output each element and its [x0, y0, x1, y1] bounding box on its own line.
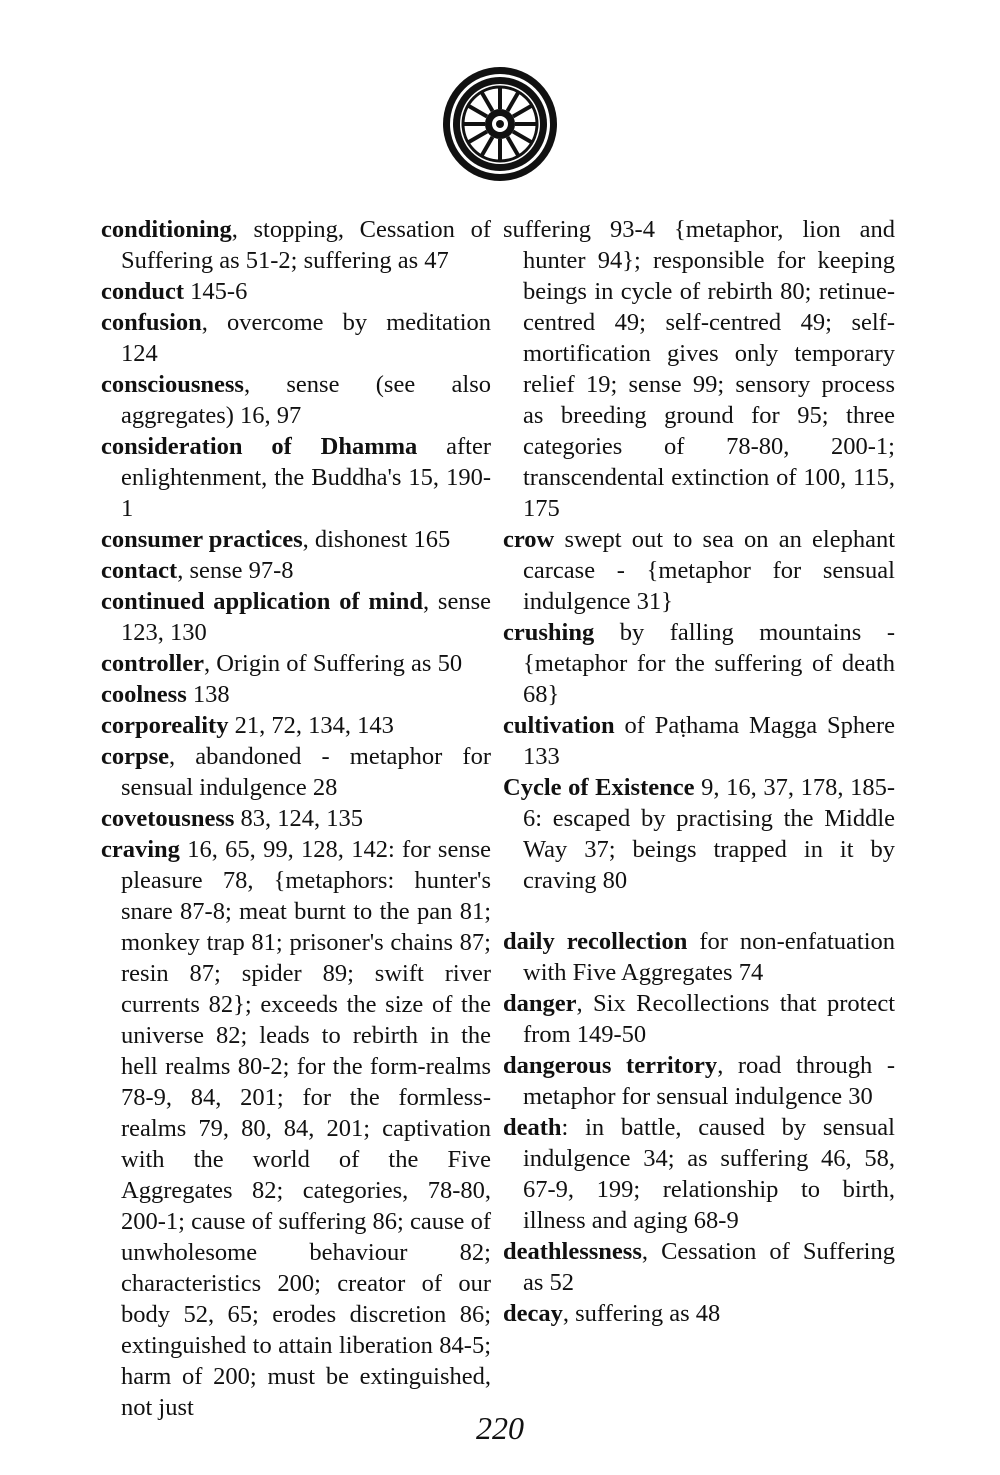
index-entry	[503, 772, 895, 896]
index-entry	[101, 741, 491, 803]
index-locators: , road through - metaphor for sensual indulgence 30	[523, 1052, 895, 1110]
index-locators: , dishonest 165	[302, 526, 451, 553]
index-entry	[101, 307, 491, 369]
index-locators: swept out to sea on an elephant carcase - {metaphor for sensual indulgence 31}	[523, 526, 895, 615]
index-term: confusion	[101, 309, 202, 336]
index-term: danger	[503, 990, 577, 1017]
index-entry	[101, 803, 491, 834]
index-locators: , suffering as 48	[562, 1300, 721, 1327]
index-entry	[503, 1050, 895, 1112]
index-locators: , Six Recollections that protect from 149-50	[523, 990, 895, 1048]
index-term: continued application of mind	[101, 588, 423, 615]
index-locators: , abandoned - metaphor for sensual indulgence 28	[121, 743, 491, 801]
index-locators: , Origin of Suffering as 50	[203, 650, 463, 677]
page-number: 220	[476, 1410, 524, 1446]
index-locators: after enlightenment, the Buddha's 15, 190-1	[121, 433, 491, 522]
index-term: craving	[101, 836, 180, 863]
index-term: consumer practices	[101, 526, 303, 553]
index-term: consideration of Dhamma	[101, 433, 418, 460]
dharma-wheel-icon	[440, 64, 560, 184]
index-term: Cycle of Existence	[503, 774, 695, 801]
index-entry	[503, 926, 895, 988]
index-column-left	[101, 214, 491, 1423]
index-column-right	[503, 214, 895, 1329]
index-locators: , Cessation of Suffering as 52	[523, 1238, 895, 1296]
index-term: cultivation	[503, 712, 615, 739]
index-entry	[101, 679, 491, 710]
letter-section-gap	[503, 896, 895, 926]
index-locators: : in battle, caused by sensual indulgence 34; as suffering 46, 58, 67-9, 199; relationship to birth, illness and aging 68-9	[523, 1114, 895, 1234]
index-term: crow	[503, 526, 555, 553]
index-entry	[503, 617, 895, 710]
index-entry	[101, 834, 491, 1423]
index-term: dangerous territory	[503, 1052, 718, 1079]
index-entry	[101, 214, 491, 276]
index-entry	[503, 1236, 895, 1298]
index-locators: for non-enfatuation with Five Aggregates 74	[523, 928, 895, 986]
index-entry	[503, 710, 895, 772]
index-locators: , stopping, Cessation of Suffering as 51-2; suffering as 47	[121, 216, 491, 274]
index-entry	[101, 555, 491, 586]
index-term: corporeality	[101, 712, 229, 739]
index-locators: , sense (see also aggregates) 16, 97	[121, 371, 491, 429]
index-entry	[503, 1112, 895, 1236]
index-locators: , sense 97-8	[177, 557, 294, 584]
index-entry	[101, 524, 491, 555]
index-locators: 145-6	[184, 278, 248, 305]
index-entry	[503, 524, 895, 617]
index-locators: 21, 72, 134, 143	[228, 712, 394, 739]
index-entry	[101, 710, 491, 741]
index-locators: , overcome by meditation 124	[121, 309, 491, 367]
index-term: consciousness	[101, 371, 244, 398]
index-entry	[101, 586, 491, 648]
index-term: conduct	[101, 278, 185, 305]
index-locators: 9, 16, 37, 178, 185-6: escaped by practising the Middle Way 37; beings trapped in it by craving 80	[523, 774, 895, 894]
index-locators: of Paṭhama Magga Sphere 133	[523, 712, 895, 770]
index-locators: 83, 124, 135	[234, 805, 364, 832]
index-term: deathlessness	[503, 1238, 642, 1265]
index-entry	[101, 431, 491, 524]
index-entry	[101, 369, 491, 431]
index-locators: , sense 123, 130	[121, 588, 491, 646]
index-term: crushing	[503, 619, 595, 646]
index-locators: 138	[186, 681, 230, 708]
index-term: controller	[101, 650, 204, 677]
index-term: conditioning	[101, 216, 232, 243]
index-term: contact	[101, 557, 178, 584]
index-entry	[503, 988, 895, 1050]
index-entry	[101, 276, 491, 307]
index-term: death	[503, 1114, 562, 1141]
index-term: decay	[503, 1300, 563, 1327]
index-term: daily recollection	[503, 928, 688, 955]
index-locators: suffering 93-4 {metaphor, lion and hunter 94}; responsible for keeping beings in cycle of rebirth 80; retinue-centred 49; self-centred 49; self-mortification gives only temporary relief 19; sense 99; sensory process as breeding ground for 95; three categories of 78-80, 200-1; transcendental extinction of 100, 115, 175	[503, 216, 895, 522]
index-entry	[101, 648, 491, 679]
index-term: corpse	[101, 743, 170, 770]
index-term: coolness	[101, 681, 187, 708]
index-entry	[503, 1298, 895, 1329]
index-term: covetousness	[101, 805, 235, 832]
index-locators: by falling mountains - {metaphor for the suffering of death 68}	[523, 619, 895, 708]
index-entry	[503, 214, 895, 524]
index-locators: 16, 65, 99, 128, 142: for sense pleasure 78, {metaphors: hunter's snare 87-8; meat burnt to the pan 81; monkey trap 81; prisoner's chains 87; resin 87; spider 89; swift river currents 82}; exceeds the size of the universe 82; leads to rebirth in the hell realms 80-2; for the form-realms 78-9, 84, 201; for the formless-realms 79, 80, 84, 201; captivation with the world of the Five Aggregates 82; categories, 78-80, 200-1; cause of suffering 86; cause of unwholesome behaviour 82; characteristics 200; creator of our body 52, 65; erodes discretion 86; extinguished to attain liberation 84-5; harm of 200; must be extinguished, not just	[121, 836, 491, 1421]
